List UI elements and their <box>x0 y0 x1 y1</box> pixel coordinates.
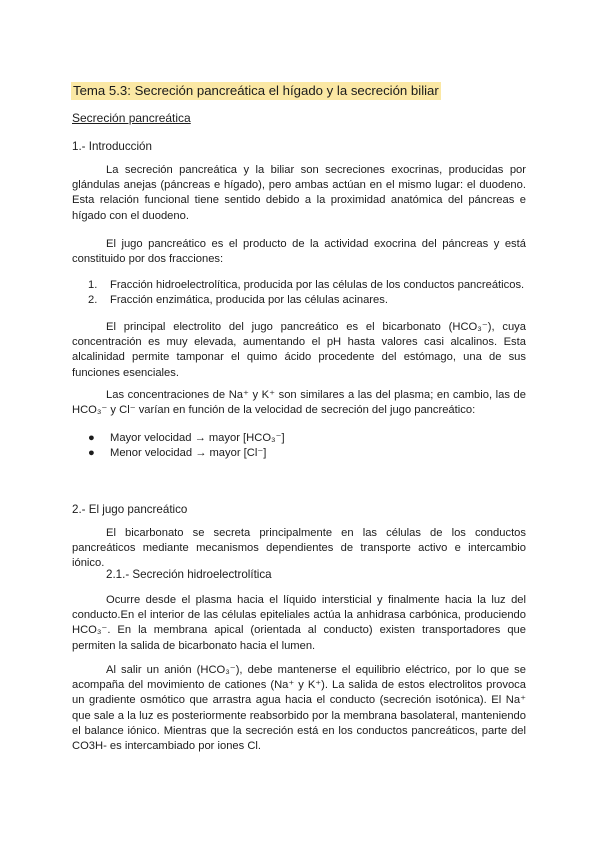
fractions-list <box>88 278 528 308</box>
list-item <box>88 293 528 308</box>
list-item <box>88 431 528 446</box>
list-item <box>88 278 528 293</box>
list-item <box>88 446 528 461</box>
section-2-heading: 2.- El jugo pancreático <box>72 503 188 516</box>
section-1-heading: 1.- Introducción <box>72 140 152 153</box>
jugo-paragraph-1: El bicarbonato se secreta principalmente en las células de los conductos pancreáticos mediante mecanismos dependientes de transporte activo e intercambio iónico. <box>72 527 526 570</box>
bullet-icon: ● <box>88 447 95 460</box>
jugo-paragraph-2: Ocurre desde el plasma hacia el líquido intersticial y finalmente hacia la luz del conducto.En el interior de las células epiteliales actúa la anhidrasa carbónica, produciendo HCO₃⁻. En la membrana apical (orientada al conducto) existen transportadores que permiten la salida de bicarbonato hacia el lumen. <box>72 594 526 652</box>
velocity-list <box>88 431 528 461</box>
list-marker: 2. <box>88 294 98 307</box>
section-subtitle: Secreción pancreática <box>72 111 191 125</box>
bullet-icon: ● <box>88 432 95 444</box>
jugo-paragraph-3: Al salir un anión (HCO₃⁻), debe mantenerse el equilibrio eléctrico, por lo que se acompaña del movimiento de cationes (Na⁺ y K⁺). La salida de estos electrolitos provoca un gradiente osmótico que arrastra agua hacia el conducto (secreción isotónica). El Na⁺ que sale a la luz es posteriormente reabsorbido por la membrana basolateral, manteniendo el balance iónico. Mientras que la secreción está en los conductos pancreáticos, parte del CO3H- es intercambiado por iones Cl. <box>72 664 526 753</box>
list-item-text: Mayor velocidad → mayor [HCO₃⁻] <box>110 432 285 444</box>
subsection-heading: 2.1.- Secreción hidroelectrolítica <box>106 568 272 581</box>
list-marker: 1. <box>88 279 98 291</box>
list-item-text: Menor velocidad → mayor [Cl⁻] <box>110 447 267 460</box>
list-item-text: Fracción hidroelectrolítica, producida por las células de los conductos pancreáticos. <box>110 279 525 291</box>
intro-paragraph-3: El principal electrolito del jugo pancreático es el bicarbonato (HCO₃⁻), cuya concentración es muy elevada, aumentando el pH hasta valores casi alcalinos. Esta alcalinidad permite tamponar el quimo ácido procedente del estómago, una de sus funciones esenciales. <box>72 321 526 379</box>
page-title: Tema 5.3: Secreción pancreática el hígado y la secreción biliar <box>73 83 439 98</box>
list-item-text: Fracción enzimática, producida por las células acinares. <box>110 294 388 307</box>
intro-paragraph-1: La secreción pancreática y la biliar son secreciones exocrinas, producidas por glándulas anejas (páncreas e hígado), pero ambas actúan en el mismo lugar: el duodeno. Esta relación funcional tiene sentido debido a la proximidad anatómica del páncreas e hígado con el duodeno. <box>72 164 526 222</box>
intro-paragraph-2: El jugo pancreático es el producto de la actividad exocrina del páncreas y está constituido por dos fracciones: <box>72 238 526 266</box>
intro-paragraph-4: Las concentraciones de Na⁺ y K⁺ son similares a las del plasma; en cambio, las de HCO₃⁻ y Cl⁻ varían en función de la velocidad de secreción del jugo pancreático: <box>72 389 526 417</box>
